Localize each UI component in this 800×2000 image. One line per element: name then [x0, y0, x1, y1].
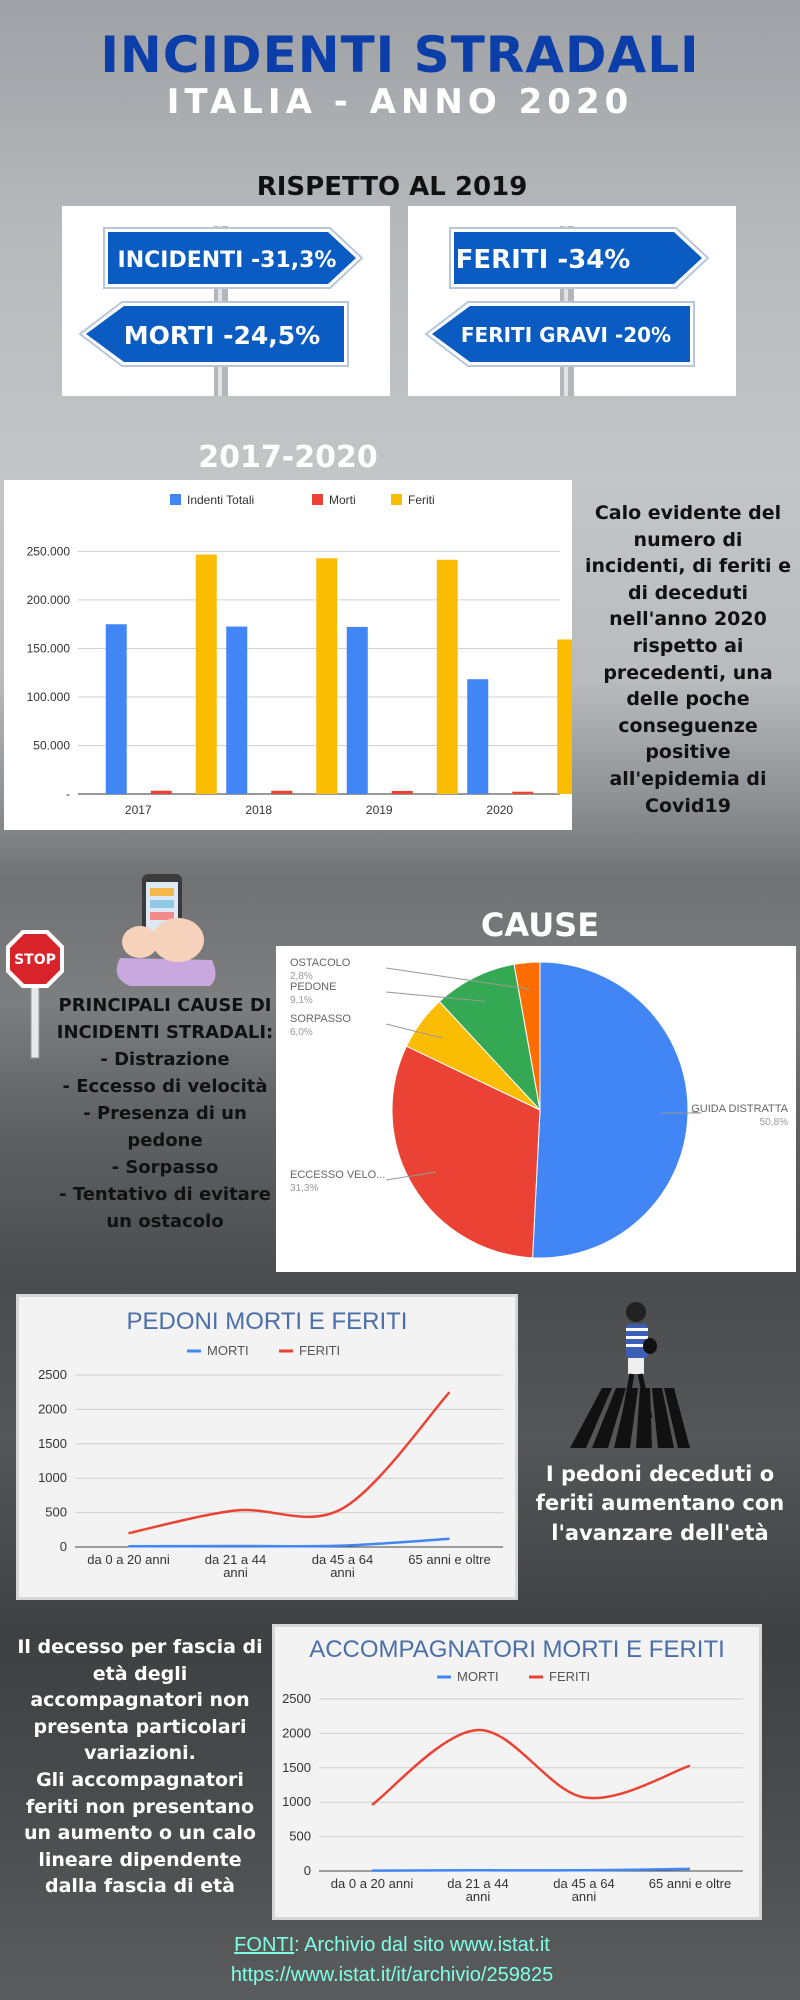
sources-line-2[interactable]: https://www.istat.it/it/archivio/259825 — [230, 1964, 554, 1986]
sign-incidenti: INCIDENTI -31,3% — [117, 248, 337, 273]
companions-line: feriti non presentano — [25, 1795, 255, 1818]
y-tick-label: 1000 — [282, 1794, 311, 1810]
pie-pct: 9,1% — [290, 995, 313, 1006]
pie-label: OSTACOLO — [290, 957, 351, 969]
causes-line: - Eccesso di velocità — [62, 1076, 268, 1097]
y-tick-label: 1500 — [38, 1435, 67, 1451]
subtitle: ITALIA - ANNO 2020 — [166, 82, 634, 122]
bar — [467, 679, 488, 794]
companions-line-chart — [275, 1627, 759, 1917]
y-tick-label: 500 — [45, 1504, 67, 1520]
y-tick-label: 1000 — [38, 1470, 67, 1486]
pie-pct: 31,3% — [290, 1183, 319, 1194]
pie-pct: 6,0% — [290, 1027, 313, 1038]
x-tick-label: 2017 — [124, 803, 152, 817]
legend-label: Feriti — [408, 493, 435, 507]
y-tick-label: 150.000 — [26, 641, 70, 656]
series-line — [129, 1392, 450, 1533]
sources-text: : Archivio dal sito www.istat.it — [294, 1934, 550, 1956]
y-tick-label: 2000 — [282, 1725, 311, 1741]
pedestrians-line-chart — [19, 1297, 515, 1597]
causes-line: un ostacolo — [106, 1211, 224, 1232]
x-tick-label: 2019 — [365, 803, 393, 817]
y-tick-label: 250.000 — [26, 544, 70, 559]
bar — [316, 558, 337, 794]
comparison-heading: RISPETTO AL 2019 — [256, 172, 528, 202]
x-tick-label: da 21 a 44 — [447, 1876, 509, 1891]
companions-line: dalla fascia di età — [44, 1875, 235, 1898]
companions-line: Il decesso per fascia di — [17, 1636, 263, 1658]
sign-feriti-gravi: FERITI GRAVI -20% — [460, 323, 672, 347]
x-tick-label: 65 anni e oltre — [648, 1876, 732, 1891]
pie-label: PEDONE — [290, 981, 337, 993]
sign-card-right — [408, 206, 736, 396]
x-tick-label: anni — [465, 1889, 491, 1904]
bar — [196, 555, 217, 794]
companions-description — [12, 1634, 268, 1900]
series-line — [129, 1539, 450, 1547]
chart-title: ACCOMPAGNATORI MORTI E FERITI — [309, 1636, 725, 1663]
road-sign-left — [62, 206, 390, 396]
pie-label: GUIDA DISTRATTA — [691, 1103, 788, 1115]
bar — [226, 627, 247, 794]
companions-line: lineare dipendente — [38, 1848, 242, 1871]
x-tick-label: 2020 — [486, 803, 514, 817]
bar — [151, 791, 172, 794]
causes-line: pedone — [127, 1130, 203, 1151]
phone-hand-icon — [100, 868, 230, 988]
x-tick-label: anni — [223, 1565, 248, 1580]
bar — [437, 560, 458, 794]
bar-chart-panel — [4, 480, 572, 830]
legend-label: FERITI — [299, 1343, 341, 1358]
x-tick-label: da 45 a 64 — [553, 1876, 615, 1891]
x-tick-label: da 0 a 20 anni — [87, 1552, 170, 1567]
legend-label: MORTI — [207, 1343, 249, 1358]
bar — [512, 792, 533, 794]
y-tick-label: 2500 — [282, 1691, 311, 1706]
pie-slice — [533, 962, 688, 1258]
series-line — [372, 1869, 690, 1871]
companions-line: presenta particolari — [33, 1715, 247, 1738]
legend-swatch — [170, 494, 181, 505]
x-tick-label: anni — [571, 1889, 597, 1904]
y-tick-label: 2000 — [38, 1401, 67, 1417]
pedestrians-description: I pedoni deceduti o feriti aumentano con l'avanzare dell'età — [535, 1462, 785, 1545]
x-tick-label: 2018 — [245, 803, 273, 817]
y-tick-label: 500 — [289, 1828, 311, 1844]
bar — [271, 791, 292, 794]
companions-line: variazioni. — [84, 1742, 196, 1765]
y-tick-label: 50.000 — [33, 738, 70, 753]
y-tick-label: 100.000 — [26, 689, 70, 704]
causes-line: PRINCIPALI CAUSE DI — [58, 995, 272, 1016]
x-tick-label: da 45 a 64 — [311, 1552, 374, 1567]
causes-line: - Tentativo di evitare — [59, 1184, 271, 1205]
main-title: INCIDENTI STRADALI — [100, 26, 700, 84]
x-tick-label: anni — [330, 1565, 355, 1580]
road-sign-right — [408, 206, 736, 396]
causes-heading: CAUSE — [480, 906, 600, 944]
legend-label: MORTI — [457, 1669, 499, 1684]
pie-chart — [276, 946, 796, 1272]
chart-title: PEDONI MORTI E FERITI — [126, 1308, 408, 1335]
companions-line: accompagnatori non — [30, 1689, 250, 1712]
y-tick-label: - — [66, 787, 70, 801]
legend-label: Morti — [329, 493, 356, 507]
causes-line: - Presenza di un — [83, 1103, 247, 1124]
sign-feriti: FERITI -34% — [455, 245, 631, 275]
pie-label: ECCESSO VELO... — [290, 1169, 386, 1181]
y-tick-label: 0 — [303, 1863, 311, 1878]
legend-swatch — [391, 494, 402, 505]
trend-heading: 2017-2020 — [198, 440, 378, 475]
legend-label: Indenti Totali — [187, 493, 255, 507]
x-tick-label: da 0 a 20 anni — [330, 1876, 414, 1891]
companions-chart-panel — [272, 1624, 762, 1920]
y-tick-label: 0 — [59, 1539, 67, 1554]
x-tick-label: da 21 a 44 — [204, 1552, 267, 1567]
x-tick-label: 65 anni e oltre — [408, 1552, 491, 1567]
y-tick-label: 200.000 — [26, 592, 70, 607]
causes-line: INCIDENTI STRADALI: — [56, 1022, 274, 1043]
y-tick-label: 2500 — [38, 1367, 67, 1382]
pie-pct: 2,8% — [290, 971, 313, 982]
pie-chart-panel — [276, 946, 796, 1272]
stop-sign-label: STOP — [14, 952, 56, 968]
bar-chart — [4, 480, 572, 830]
companions-line: un aumento o un calo — [24, 1822, 256, 1845]
bar — [557, 639, 572, 794]
sign-card-left — [62, 206, 390, 396]
companions-line: Gli accompagnatori — [36, 1768, 244, 1791]
companions-line: età degli — [92, 1662, 188, 1685]
pedestrian-crossing-icon — [566, 1298, 690, 1450]
pie-pct: 50,8% — [759, 1117, 788, 1128]
legend-label: FERITI — [549, 1669, 591, 1684]
y-tick-label: 1500 — [282, 1759, 311, 1775]
causes-list — [52, 992, 278, 1235]
pie-label: SORPASSO — [290, 1013, 351, 1025]
bar — [106, 624, 127, 794]
bar — [347, 627, 368, 794]
legend-swatch — [312, 494, 323, 505]
sources-link[interactable]: FONTI — [234, 1934, 295, 1956]
sign-morti: MORTI -24,5% — [123, 321, 321, 350]
sources-line-1 — [0, 1934, 784, 1957]
bar — [392, 791, 413, 794]
causes-line: - Sorpasso — [111, 1157, 219, 1178]
pedestrians-chart-panel — [16, 1294, 518, 1600]
causes-line: - Distrazione — [100, 1049, 230, 1070]
trend-description: Calo evidente del numero di incidenti, di feriti e di deceduti nell'anno 2020 rispetto ai precedenti, una delle poche conseguenze positive all'epidemia di Covid19 — [584, 502, 792, 817]
